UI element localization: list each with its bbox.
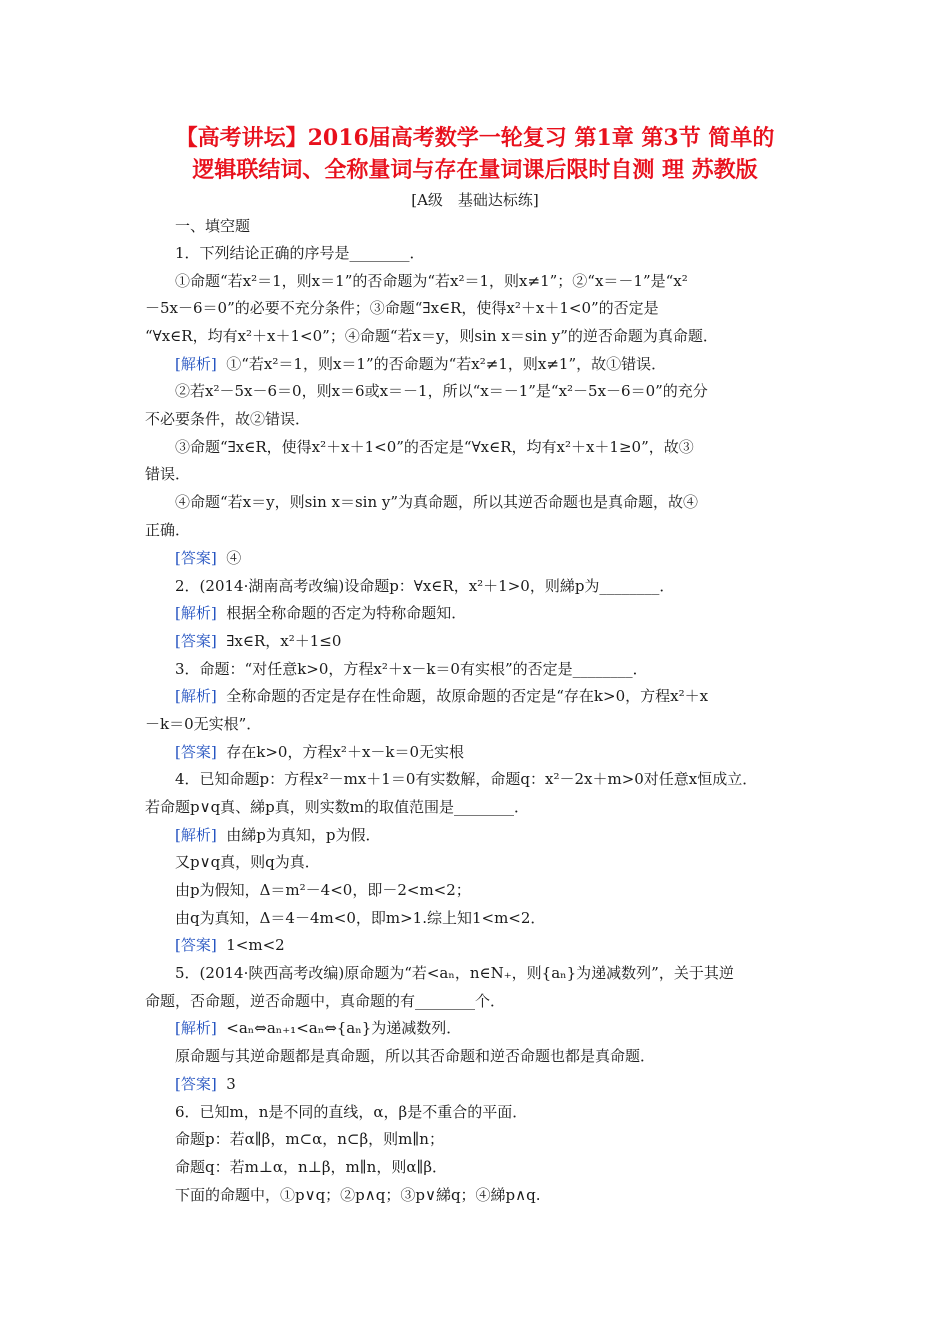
q1-answer-text: ④	[226, 549, 242, 567]
section-heading: 一、填空题	[175, 217, 251, 235]
q1-analysis-line-5: 错误．	[145, 465, 191, 483]
q1-analysis-line-2: ②若x²－5x－6＝0，则x＝6或x＝－1，所以“x＝－1”是“x²－5x－6＝0”的充分	[175, 382, 708, 400]
q2-answer	[175, 631, 341, 651]
analysis-label: [解析]	[175, 826, 217, 844]
q1-analysis-line-6: ④命题“若x＝y，则sin x＝sin y”为真命题，所以其逆否命题也是真命题，故④	[175, 493, 699, 511]
q1-analysis-text-1: ①“若x²＝1，则x＝1”的否命题为“若x²≠1，则x≠1”，故①错误．	[226, 355, 667, 373]
q3-stem: 3．命题：“对任意k>0，方程x²＋x－k＝0有实根”的否定是________．	[175, 660, 648, 678]
answer-label: [答案]	[175, 632, 217, 650]
q1-premise-line-1: ①命题“若x²＝1，则x＝1”的否命题为“若x²＝1，则x≠1”；②“x＝－1”是“x²	[175, 272, 688, 290]
answer-label: [答案]	[175, 1075, 217, 1093]
q6-stem: 6．已知m，n是不同的直线，α，β是不重合的平面．	[175, 1103, 528, 1121]
q1-premise-line-3: “∀x∈R，均有x²＋x＋1<0”；④命题“若x＝y，则sin x＝sin y”的逆否命题为真命题．	[145, 327, 718, 345]
q2-answer-text: ∃x∈R，x²＋1≤0	[226, 632, 342, 650]
q4-stem-line-2: 若命题p∨q真、綈p真，则实数m的取值范围是________．	[145, 798, 530, 816]
q1-answer	[175, 548, 241, 568]
q4-answer	[175, 935, 285, 955]
q2-analysis-text: 根据全称命题的否定为特称命题知．	[226, 604, 467, 622]
q3-analysis-line-2: －k＝0无实根”．	[145, 715, 262, 733]
analysis-label: [解析]	[175, 355, 217, 373]
doc-title-line-2: 逻辑联结词、全称量词与存在量词课后限时自测 理 苏教版	[192, 157, 758, 183]
q2-stem: 2．(2014·湖南高考改编)设命题p：∀x∈R，x²＋1>0，则綈p为________．	[175, 577, 675, 595]
q1-analysis-line-4: ③命题“∃x∈R，使得x²＋x＋1<0”的否定是“∀x∈R，均有x²＋x＋1≥0”，故③	[175, 438, 694, 456]
q5-analysis-line-1	[175, 1018, 461, 1038]
answer-label: [答案]	[175, 549, 217, 567]
q5-stem-line-2: 命题，否命题，逆否命题中，真命题的有________个．	[145, 992, 506, 1010]
analysis-label: [解析]	[175, 1019, 217, 1037]
q4-analysis-text-1: 由綈p为真知，p为假．	[226, 826, 381, 844]
q3-answer	[175, 742, 464, 762]
q4-stem-line-1: 4．已知命题p：方程x²－mx＋1＝0有实数解，命题q：x²－2x＋m>0对任意x恒成立．	[175, 770, 758, 788]
q2-analysis	[175, 603, 466, 623]
q1-analysis-line-1	[175, 354, 666, 374]
q6-proposition-q: 命题q：若m⊥α，n⊥β，m∥n，则α∥β．	[175, 1158, 448, 1176]
answer-label: [答案]	[175, 936, 217, 954]
q3-answer-text: 存在k>0，方程x²＋x－k＝0无实根	[226, 743, 465, 761]
q4-analysis-line-1	[175, 825, 380, 845]
q6-proposition-p: 命题p：若α∥β，m⊂α，n⊂β，则m∥n；	[175, 1130, 444, 1148]
q4-analysis-line-4: 由q为真知，Δ＝4－4m<0，即m>1.综上知1<m<2．	[175, 909, 546, 927]
q3-analysis-text-1: 全称命题的否定是存在性命题，故原命题的否定是“存在k>0，方程x²＋x	[226, 687, 709, 705]
q1-premise-line-2: －5x－6＝0”的必要不充分条件；③命题“∃x∈R，使得x²＋x＋1<0”的否定是	[145, 299, 659, 317]
analysis-label: [解析]	[175, 687, 217, 705]
answer-label: [答案]	[175, 743, 217, 761]
analysis-label: [解析]	[175, 604, 217, 622]
q1-analysis-line-3: 不必要条件，故②错误．	[145, 410, 311, 428]
q6-options: 下面的命题中，①p∨q；②p∧q；③p∨綈q；④綈p∧q.	[175, 1186, 541, 1204]
q4-analysis-line-3: 由p为假知，Δ＝m²－4<0，即－2<m<2；	[175, 881, 471, 899]
level-heading: [A级 基础达标练]	[411, 191, 539, 209]
q5-answer-text: 3	[226, 1075, 236, 1093]
q5-analysis-line-2: 原命题与其逆命题都是真命题，所以其否命题和逆否命题也都是真命题．	[175, 1047, 656, 1065]
q1-analysis-line-7: 正确．	[145, 521, 191, 539]
q4-analysis-line-2: 又p∨q真，则q为真．	[175, 853, 320, 871]
doc-title-line-1: 【高考讲坛】2016届高考数学一轮复习 第1章 第3节 简单的	[175, 125, 775, 151]
q3-analysis-line-1	[175, 686, 708, 706]
q4-answer-text: 1<m<2	[226, 936, 285, 954]
q5-answer	[175, 1074, 236, 1094]
q5-analysis-text-1: <aₙ⇔aₙ₊₁<aₙ⇔{aₙ}为递减数列．	[226, 1019, 462, 1037]
q5-stem-line-1: 5．(2014·陕西高考改编)原命题为“若<aₙ，n∈N₊，则{aₙ}为递减数列”，关于其逆	[175, 964, 734, 982]
q1-stem: 1．下列结论正确的序号是________．	[175, 244, 425, 262]
